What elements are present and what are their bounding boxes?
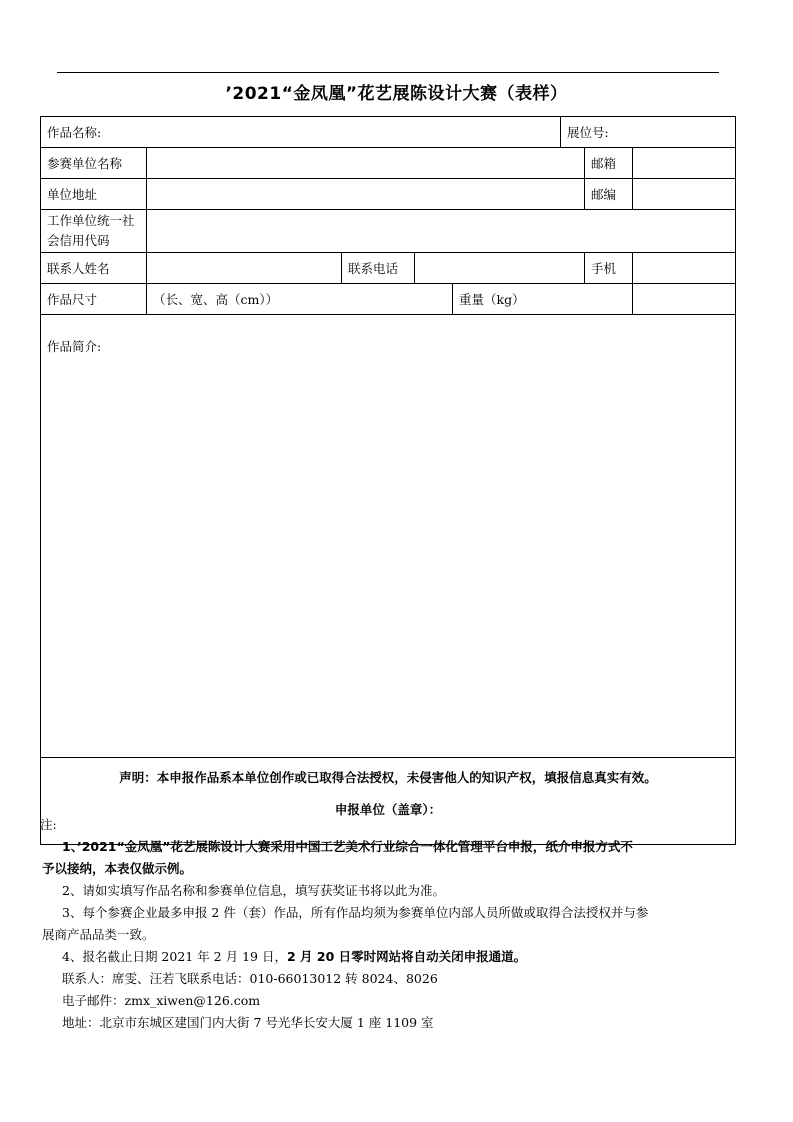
notes-section — [40, 814, 735, 1034]
notes-heading: 注: — [40, 817, 57, 832]
note-item-1-cont: 予以接纳，本表仅做示例。 — [42, 861, 193, 876]
credit-code-input[interactable] — [147, 210, 736, 253]
note-item-2: 2、请如实填写作品名称和参赛单位信息，填写获奖证书将以此为准。 — [62, 883, 445, 898]
row-contact — [41, 253, 736, 284]
participant-unit-label: 参赛单位名称 — [41, 148, 147, 179]
row-participant-unit — [41, 148, 736, 179]
mobile-label: 手机 — [585, 253, 633, 284]
booth-no-field[interactable] — [561, 117, 736, 148]
applicant-seal-label: 申报单位（盖章）： — [334, 802, 442, 817]
contact-email: 电子邮件：zmx_xiwen@126.com — [62, 993, 261, 1008]
contact-phone-label: 联系电话 — [342, 253, 415, 284]
contact-address: 地址：北京市东城区建国门内大街 7 号光华长安大厦 1 座 1109 室 — [62, 1015, 434, 1030]
declaration-text: 声明：本申报作品系本单位创作或已取得合法授权，未侵害他人的知识产权，填报信息真实有效。 — [119, 770, 657, 785]
contact-name-input[interactable] — [147, 253, 342, 284]
weight-label: 重量（kg） — [453, 284, 633, 315]
row-work-name — [41, 117, 736, 148]
note-item-3: 3、每个参赛企业最多申报 2 件（套）作品，所有作品均须为参赛单位内部人员所做或取得合法授权并与参 — [62, 905, 649, 920]
contact-phone-input[interactable] — [415, 253, 585, 284]
entry-form-table — [40, 116, 736, 845]
email-input[interactable] — [633, 148, 736, 179]
intro-label: 作品简介: — [47, 339, 102, 354]
note-item-4 — [40, 946, 735, 968]
size-label: 作品尺寸 — [41, 284, 147, 315]
size-input[interactable] — [147, 284, 453, 315]
mobile-input[interactable] — [633, 253, 736, 284]
note-item-1: 1、’2021“金凤凰”花艺展陈设计大赛采用中国工艺美术行业综合一体化管理平台申报，纸介申报方式不 — [62, 839, 633, 854]
row-size-weight — [41, 284, 736, 315]
intro-area[interactable] — [41, 315, 736, 758]
row-unit-address — [41, 179, 736, 210]
contact-persons: 联系人：席雯、汪若飞联系电话：010-66013012 转 8024、8026 — [62, 971, 438, 986]
note-item-3-cont: 展商产品品类一致。 — [42, 927, 155, 942]
row-credit-code — [41, 210, 736, 253]
note-item-4-text: 4、报名截止日期 2021 年 2 月 19 日， — [62, 949, 287, 964]
postcode-input[interactable] — [633, 179, 736, 210]
credit-code-label: 工作单位统一社会信用代码 — [41, 210, 147, 253]
document-title: ’2021“金凤凰”花艺展陈设计大赛（表样） — [225, 84, 568, 104]
weight-input[interactable] — [633, 284, 736, 315]
header-rule — [57, 72, 719, 73]
row-intro — [41, 315, 736, 758]
contact-name-label: 联系人姓名 — [41, 253, 147, 284]
unit-address-label: 单位地址 — [41, 179, 147, 210]
participant-unit-input[interactable] — [147, 148, 585, 179]
work-name-label: 作品名称: — [47, 125, 102, 140]
size-hint: （长、宽、高（cm）） — [153, 292, 279, 307]
booth-no-label: 展位号: — [567, 125, 609, 140]
work-name-field[interactable] — [41, 117, 561, 148]
unit-address-input[interactable] — [147, 179, 585, 210]
note-item-4-emphasis: 2 月 20 日零时网站将自动关闭申报通道。 — [286, 949, 527, 964]
postcode-label: 邮编 — [585, 179, 633, 210]
email-label: 邮箱 — [585, 148, 633, 179]
